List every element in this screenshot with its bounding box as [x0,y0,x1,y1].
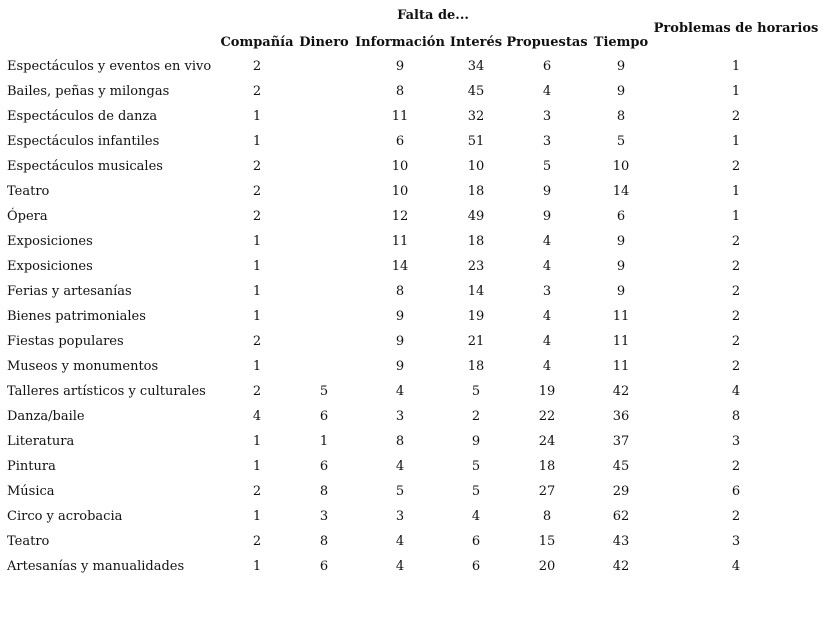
table-cell: 19 [467,309,485,324]
row-label: Exposiciones [7,234,93,249]
table-cell: 1 [731,59,741,74]
table-cell: 6 [395,134,405,149]
table-cell: 1 [252,359,262,374]
table-cell: 4 [395,384,405,399]
table-cell: 5 [471,484,481,499]
table-cell: 6 [616,209,626,224]
table-cell: 9 [395,59,405,74]
table-cell: 1 [252,109,262,124]
table-cell: 2 [252,384,262,399]
table-cell: 11 [391,109,409,124]
table-cell: 9 [542,209,552,224]
table-cell: 10 [391,159,409,174]
table-cell: 1 [252,509,262,524]
table-cell: 8 [395,284,405,299]
table-cell: 5 [471,459,481,474]
row-label: Bienes patrimoniales [7,309,146,324]
column-header-3: Interés [449,35,503,50]
table-cell: 6 [319,409,329,424]
table-cell: 14 [612,184,630,199]
table-cell: 12 [391,209,409,224]
table-cell: 4 [542,309,552,324]
table-cell: 45 [612,459,630,474]
row-label: Exposiciones [7,259,93,274]
table-cell: 2 [731,334,741,349]
table-cell: 3 [395,509,405,524]
table-cell: 18 [467,234,485,249]
table-cell: 2 [252,59,262,74]
row-label: Museos y monumentos [7,359,159,374]
table-cell: 11 [612,359,630,374]
table-cell: 43 [612,534,630,549]
row-label: Teatro [7,184,50,199]
table-cell: 2 [731,459,741,474]
table-cell: 11 [612,309,630,324]
table-cell: 21 [467,334,485,349]
table-cell: 3 [542,134,552,149]
table-cell: 11 [391,234,409,249]
table-cell: 1 [252,134,262,149]
row-label: Espectáculos y eventos en vivo [7,59,212,74]
table-cell: 4 [542,259,552,274]
table-cell: 14 [391,259,409,274]
row-label: Talleres artísticos y culturales [7,384,206,399]
row-label: Ferias y artesanías [7,284,132,299]
table-cell: 49 [467,209,485,224]
table-cell: 1 [731,134,741,149]
table-cell: 2 [252,84,262,99]
table-cell: 8 [731,409,741,424]
table-cell: 9 [395,334,405,349]
table-cell: 3 [542,284,552,299]
column-header-0: Compañía [220,35,294,50]
table-cell: 2 [731,284,741,299]
table-cell: 29 [612,484,630,499]
table-cell: 1 [319,434,329,449]
column-header-5: Tiempo [593,35,649,50]
table-cell: 3 [731,534,741,549]
table-cell: 1 [252,234,262,249]
table-cell: 34 [467,59,485,74]
table-cell: 6 [471,534,481,549]
table-cell: 10 [467,159,485,174]
table-cell: 2 [731,109,741,124]
column-header-1: Dinero [299,35,349,50]
table-cell: 5 [616,134,626,149]
table-cell: 3 [395,409,405,424]
table-cell: 6 [471,559,481,574]
table-cell: 9 [616,259,626,274]
table-cell: 4 [731,384,741,399]
table-cell: 42 [612,384,630,399]
table-cell: 5 [319,384,329,399]
table-cell: 6 [542,59,552,74]
table-cell: 2 [731,509,741,524]
table-cell: 2 [731,309,741,324]
table-cell: 6 [731,484,741,499]
row-label: Espectáculos musicales [7,159,163,174]
table-cell: 1 [252,559,262,574]
table-cell: 5 [395,484,405,499]
table-cell: 5 [471,384,481,399]
table-cell: 14 [467,284,485,299]
table-cell: 5 [542,159,552,174]
table-cell: 2 [252,334,262,349]
table-cell: 10 [612,159,630,174]
table-cell: 9 [616,284,626,299]
group-header-falta-de: Falta de... [397,8,469,23]
table-cell: 2 [252,209,262,224]
table-cell: 42 [612,559,630,574]
table-cell: 8 [319,534,329,549]
table-cell: 24 [538,434,556,449]
table-cell: 1 [731,184,741,199]
row-label: Ópera [7,209,48,224]
table-cell: 2 [731,234,741,249]
row-label: Fiestas populares [7,334,124,349]
table-cell: 2 [252,534,262,549]
table-cell: 4 [395,534,405,549]
table-cell: 4 [395,559,405,574]
table-cell: 8 [395,84,405,99]
table-cell: 18 [538,459,556,474]
table-cell: 3 [731,434,741,449]
row-label: Danza/baile [7,409,85,424]
table-cell: 2 [252,159,262,174]
table-cell: 9 [471,434,481,449]
table-cell: 9 [616,59,626,74]
table-cell: 10 [391,184,409,199]
table-cell: 32 [467,109,485,124]
table-cell: 19 [538,384,556,399]
table-cell: 6 [319,559,329,574]
table-cell: 2 [731,259,741,274]
table-cell: 27 [538,484,556,499]
table-cell: 37 [612,434,630,449]
column-header-2: Información [355,35,445,50]
table-cell: 9 [616,234,626,249]
table-cell: 4 [542,359,552,374]
table-cell: 15 [538,534,556,549]
table-cell: 4 [471,509,481,524]
table-cell: 2 [252,484,262,499]
table-cell: 4 [542,84,552,99]
table-cell: 2 [731,359,741,374]
table-cell: 6 [319,459,329,474]
row-label: Bailes, peñas y milongas [7,84,170,99]
table-cell: 51 [467,134,485,149]
table-cell: 20 [538,559,556,574]
table-cell: 8 [395,434,405,449]
table-cell: 4 [395,459,405,474]
table-cell: 9 [616,84,626,99]
table-cell: 2 [252,184,262,199]
table-cell: 9 [542,184,552,199]
row-label: Pintura [7,459,56,474]
table-cell: 4 [542,234,552,249]
table-cell: 18 [467,184,485,199]
table-cell: 4 [731,559,741,574]
table-cell: 11 [612,334,630,349]
table-cell: 1 [252,259,262,274]
table-cell: 8 [542,509,552,524]
table-cell: 62 [612,509,630,524]
table-cell: 2 [471,409,481,424]
table-cell: 1 [252,459,262,474]
table-cell: 4 [252,409,262,424]
row-label: Teatro [7,534,50,549]
table-cell: 18 [467,359,485,374]
table-cell: 23 [467,259,485,274]
table-cell: 1 [731,209,741,224]
table-cell: 1 [252,434,262,449]
table-cell: 8 [616,109,626,124]
table-cell: 9 [395,309,405,324]
column-header-4: Propuestas [506,35,588,50]
table-cell: 8 [319,484,329,499]
row-label: Música [7,484,55,499]
table-cell: 4 [542,334,552,349]
row-label: Artesanías y manualidades [7,559,185,574]
table-cell: 2 [731,159,741,174]
table-cell: 1 [252,284,262,299]
table-cell: 9 [395,359,405,374]
table-cell: 1 [252,309,262,324]
column-header-6: Problemas de horarios [653,21,819,36]
table-cell: 36 [612,409,630,424]
table-cell: 3 [319,509,329,524]
table-cell: 22 [538,409,556,424]
row-label: Literatura [7,434,75,449]
row-label: Espectáculos infantiles [7,134,160,149]
row-label: Espectáculos de danza [7,109,158,124]
row-label: Circo y acrobacia [7,509,123,524]
table-cell: 1 [731,84,741,99]
table-cell: 45 [467,84,485,99]
table-cell: 3 [542,109,552,124]
